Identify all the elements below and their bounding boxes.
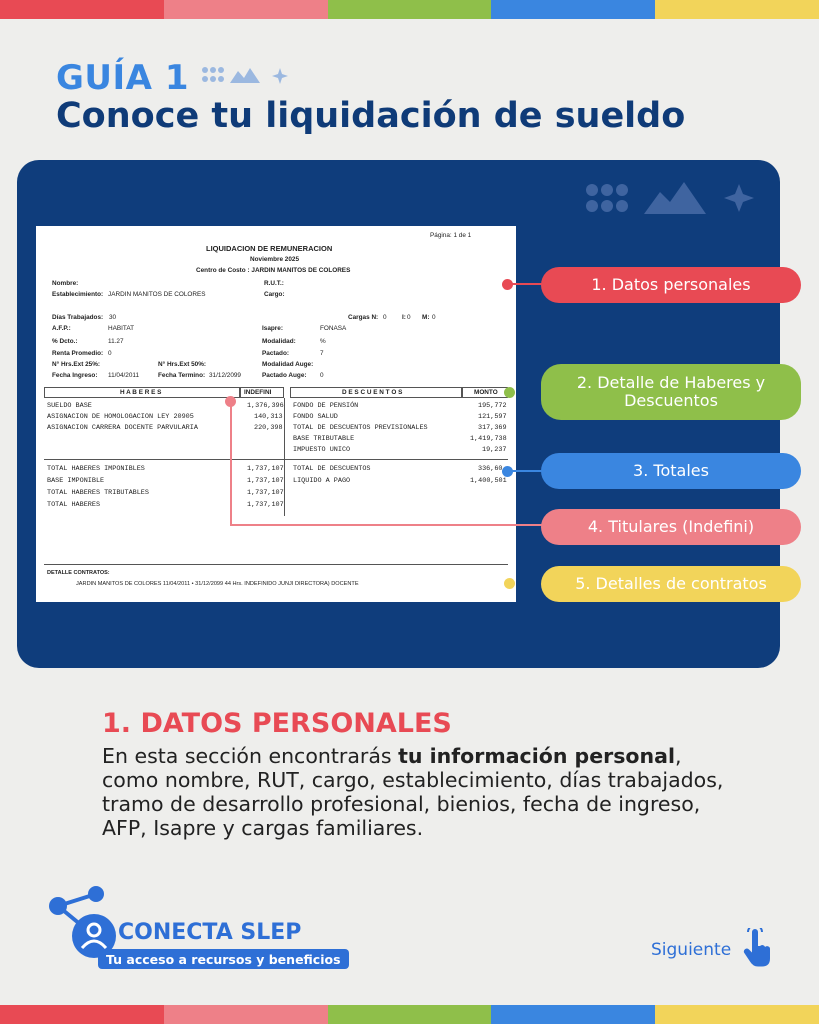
monto-header: MONTO [474,389,498,396]
callout-dot [502,279,513,290]
modalidad-auge-label: Modalidad Auge: [262,361,314,368]
total-haberes-label: TOTAL HABERES IMPONIBLES [47,465,145,473]
ingreso-value: 11/04/2011 [108,372,140,379]
cargas-value: 0 [383,314,387,321]
m-label: M: [422,314,430,321]
decorative-dots-mountains-icon [200,64,290,86]
cost-center: Centro de Costo : JARDIN MANITOS DE COLORES [196,267,351,274]
afp-label: A.F.P.: [52,325,71,332]
hrs50-label: N° Hrs.Ext 50%: [158,361,207,368]
haberes-value: 140,313 [254,413,283,421]
contratos-value: JARDIN MANITOS DE COLORES 11/04/2011 • 31/12/2099 44 Hrs. INDEFINIDO JUNJI DIRECTORA) DOCENTE [76,581,359,587]
descuentos-header: D E S C U E N T O S [342,389,403,396]
renta-value: 0 [108,350,112,357]
callout-label: 1. Datos personales [591,274,751,294]
haberes-label: SUELDO BASE [47,402,92,410]
callout-label: 2. Detalle de Haberes y Descuentos [576,372,766,410]
total-haberes-label: TOTAL HABERES [47,501,101,509]
haberes-value: 1,376,396 [247,402,284,410]
bottom-color-stripe [0,1005,819,1024]
payslip-month: Noviembre 2025 [250,256,300,263]
indefini-header: INDEFINI [244,389,272,396]
descuentos-value: 19,237 [482,446,507,454]
section-body-text: En esta sección encontrarás [102,744,399,768]
termino-label: Fecha Termino: [158,372,206,379]
column-divider [284,398,285,516]
renta-label: Renta Promedio: [52,350,104,357]
total-haberes-value: 1,737,107 [247,477,284,485]
callout-dot [504,578,515,589]
pactado-value: 7 [320,350,324,357]
top-color-stripe [0,0,819,19]
descuentos-label: TOTAL DE DESCUENTOS PREVISIONALES [293,424,428,432]
pactado-auge-value: 0 [320,372,324,379]
contratos-label: DETALLE CONTRATOS: [47,570,110,576]
total-haberes-label: TOTAL HABERES TRIBUTABLES [47,489,149,497]
descuentos-value: 121,597 [478,413,507,421]
callout-label: 4. Titulares (Indefini) [587,516,755,536]
contracts-divider [44,564,508,565]
callout-datos-personales [541,267,801,303]
cargo-label: Cargo: [264,291,285,298]
ingreso-label: Fecha Ingreso: [52,372,98,379]
haberes-header: H A B E R E S [120,389,162,396]
rut-label: R.U.T.: [264,280,284,287]
descuentos-value: 317,369 [478,424,507,432]
callout-titulares [541,509,801,545]
brand-name: CONECTA SLEP [118,920,302,945]
guide-number: GUÍA 1 [56,58,189,98]
establecimiento-value: JARDIN MANITOS DE COLORES [108,291,206,298]
isapre-value: FONASA [320,325,347,332]
haberes-value: 220,398 [254,424,283,432]
page-count: Página: 1 de 1 [430,232,472,239]
brand-tagline: Tu acceso a recursos y beneficios [98,949,349,969]
i-label: I: [402,314,406,321]
next-link[interactable]: Siguiente [651,940,732,960]
cargas-label: Cargas N: [348,314,379,321]
haberes-label: ASIGNACION DE HOMOLOGACION LEY 20905 [47,413,194,421]
callout-contratos [541,566,801,602]
termino-value: 31/12/2099 [209,372,241,379]
dcto-value: 11.27 [108,338,124,345]
payslip-document [36,226,516,602]
afp-value: HABITAT [108,325,135,332]
total-descuentos-label: TOTAL DE DESCUENTOS [293,465,371,473]
decorative-dots-mountains-icon [582,180,762,220]
hrs25-label: N° Hrs.Ext 25%: [52,361,101,368]
descuentos-value: 1,419,738 [470,435,507,443]
total-haberes-value: 1,737,107 [247,489,284,497]
pactado-auge-label: Pactado Auge: [262,372,307,379]
haberes-label: ASIGNACION CARRERA DOCENTE PARVULARIA [47,424,198,432]
callout-dot [502,466,513,477]
callout-label: 3. Totales [633,460,709,480]
connector-line [230,524,542,526]
callout-label: 5. Detalles de contratos [575,573,767,593]
dcto-label: % Dcto.: [52,338,78,345]
callout-totales [541,453,801,489]
isapre-label: Isapre: [262,325,283,332]
callout-haberes-descuentos [541,364,801,420]
totals-divider [44,459,508,460]
dias-value: 30 [109,314,117,321]
m-value: 0 [432,314,436,321]
section-body [102,744,742,840]
total-descuentos-value: 336,60 [478,465,503,473]
hand-pointer-icon[interactable] [742,928,776,970]
descuentos-label: BASE TRIBUTABLE [293,435,355,443]
pactado-label: Pactado: [262,350,289,357]
total-haberes-value: 1,737,107 [247,465,284,473]
connector-line [230,400,232,526]
establecimiento-label: Establecimiento: [52,291,104,298]
page-title: Conoce tu liquidación de sueldo [56,96,686,136]
dias-label: Días Trabajados: [52,314,104,321]
i-value: 0 [407,314,411,321]
descuentos-label: FONDO SALUD [293,413,338,421]
liquido-label: LIQUIDO A PAGO [293,477,351,485]
section-title: 1. DATOS PERSONALES [102,708,452,739]
liquido-value: 1,400,501 [470,477,507,485]
section-body-bold: tu información personal [398,744,675,768]
section-body-text: , como nombre, RUT, cargo, establecimiento, días trabajados, tramo de desarrollo profesional, bienios, fecha de ingreso, AFP, Isapre y cargas familiares. [102,744,724,840]
descuentos-value: 195,772 [478,402,507,410]
callout-dot [504,387,515,398]
nombre-label: Nombre: [52,280,79,287]
modalidad-label: Modalidad: [262,338,296,345]
total-haberes-label: BASE IMPONIBLE [47,477,105,485]
total-haberes-value: 1,737,107 [247,501,284,509]
descuentos-label: IMPUESTO UNICO [293,446,351,454]
descuentos-label: FONDO DE PENSIÓN [293,402,359,410]
callout-dot [225,396,236,407]
payslip-title: LIQUIDACION DE REMUNERACION [206,244,333,253]
modalidad-value: % [320,338,326,345]
